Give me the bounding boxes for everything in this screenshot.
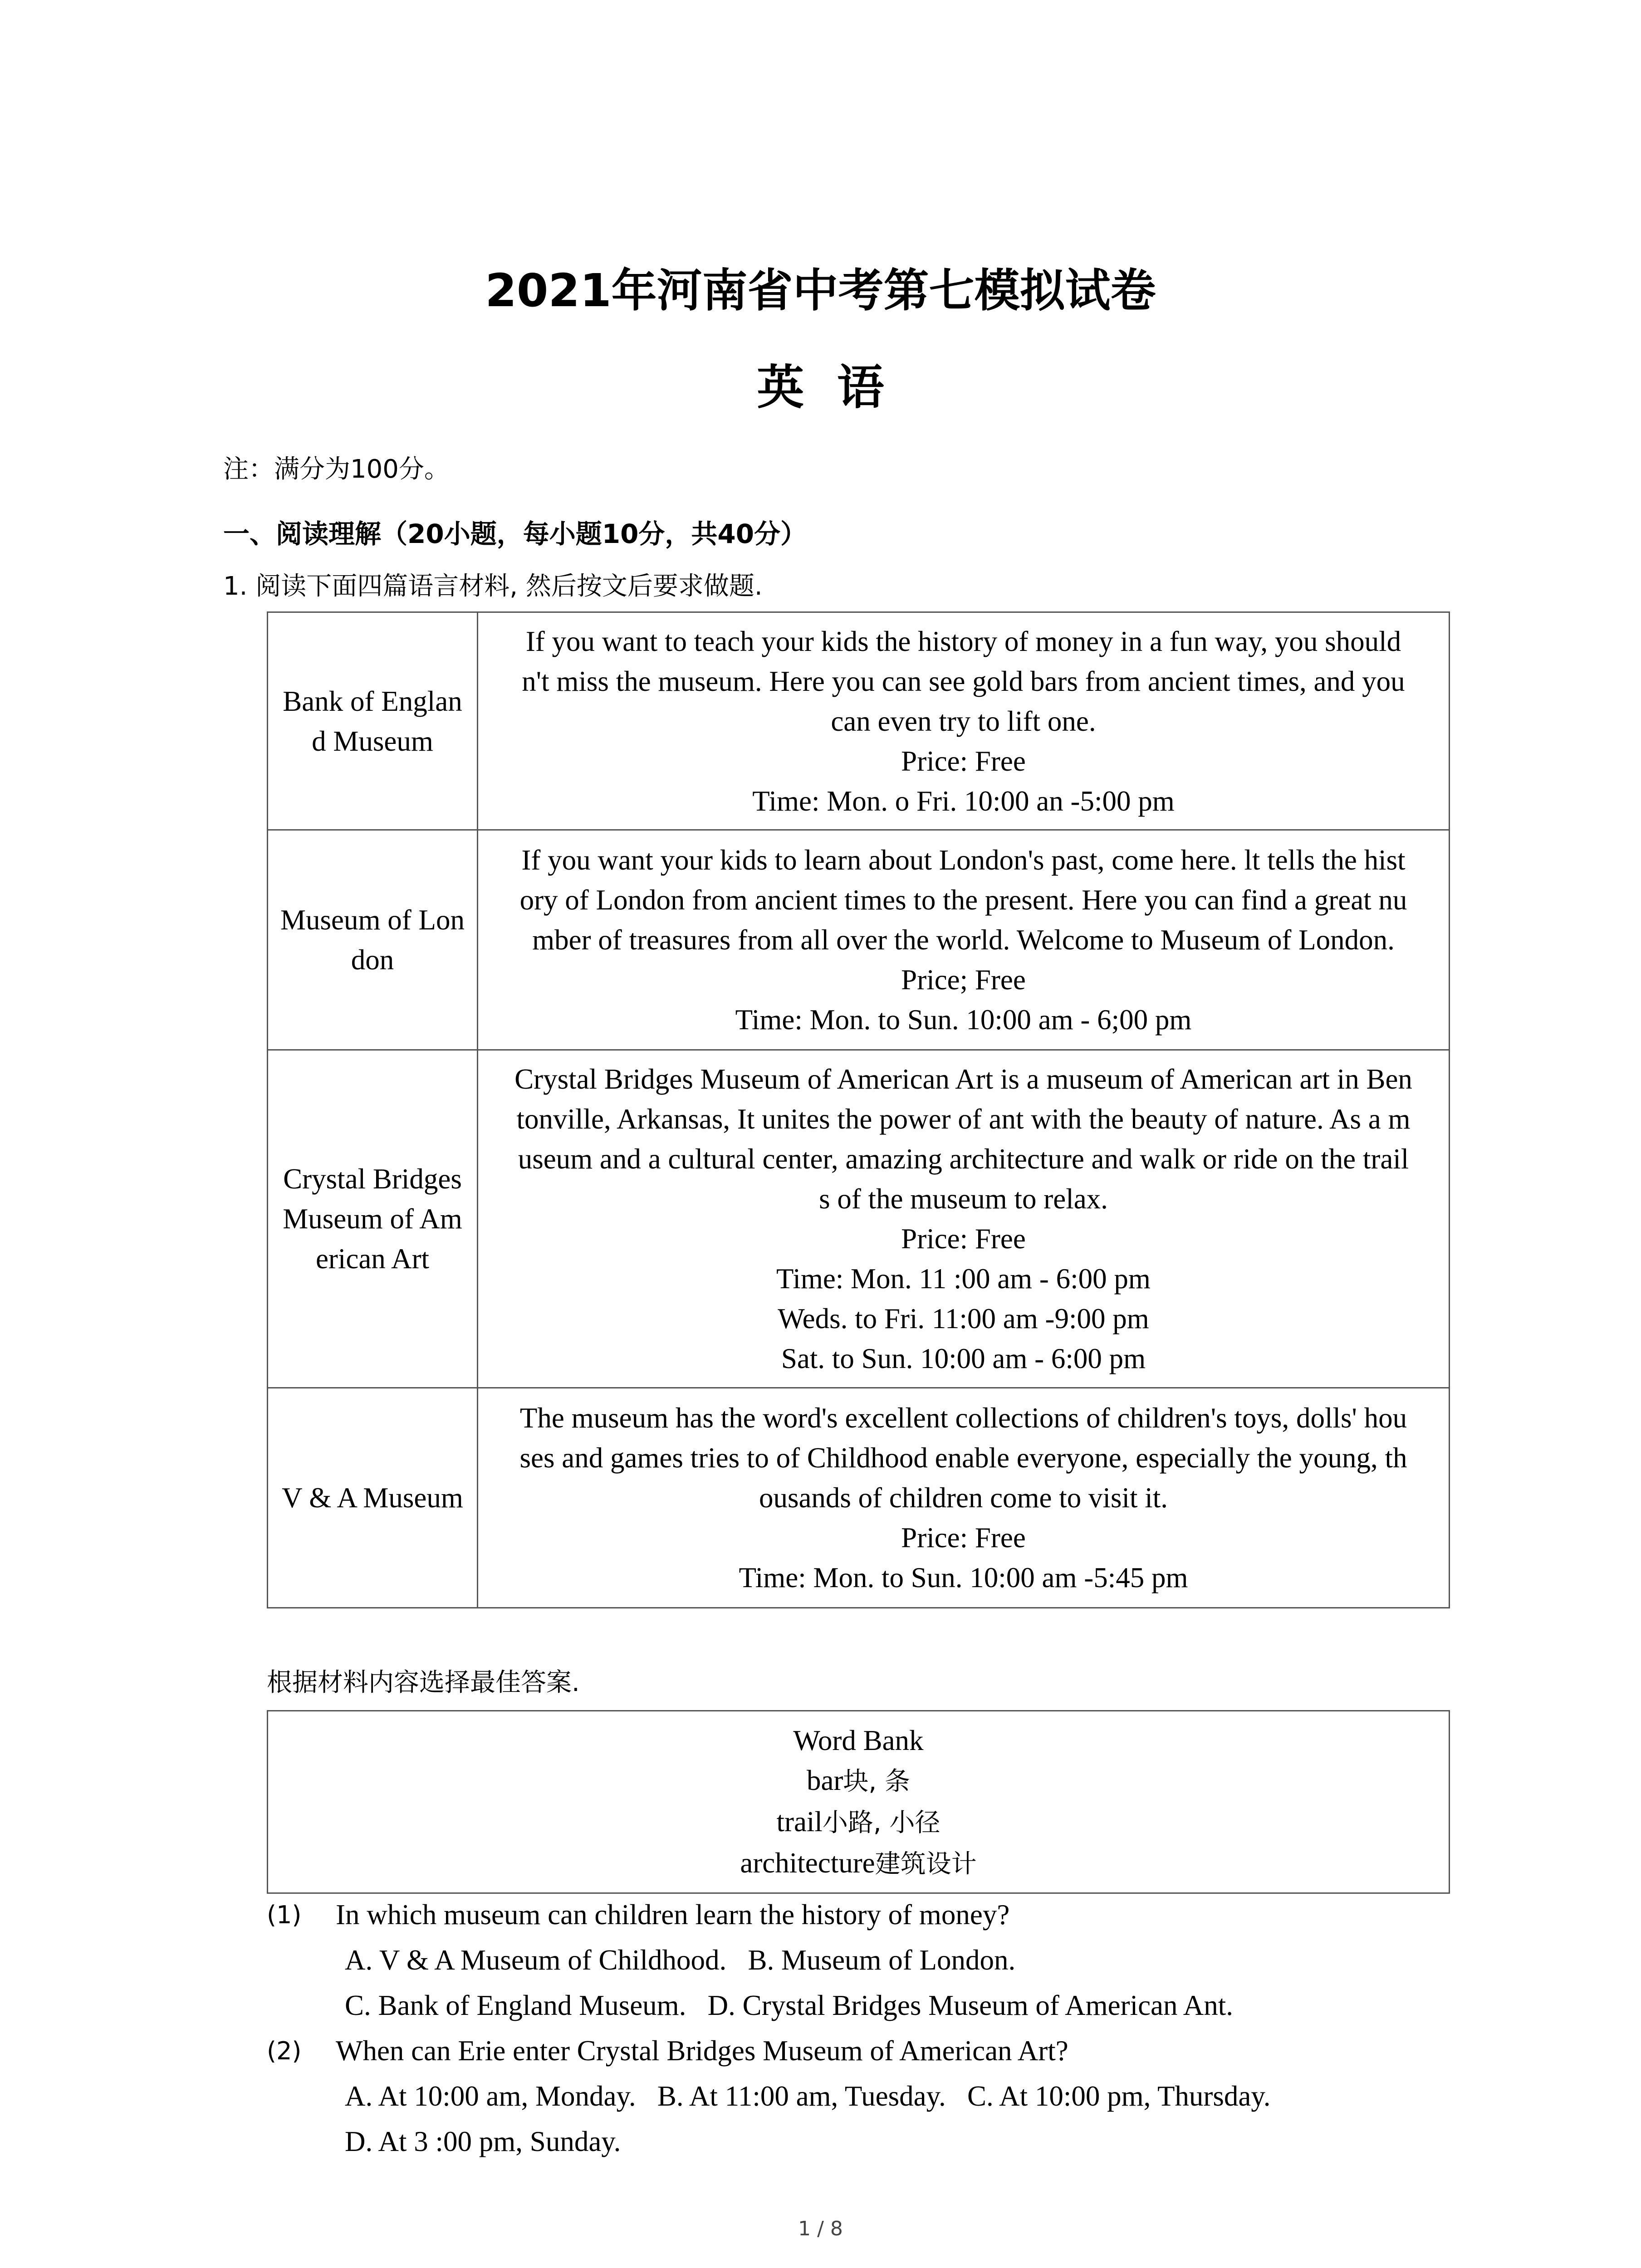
question-text: In which museum can children learn the history of money? <box>336 1899 1010 1931</box>
question-number: (2) <box>267 2037 302 2065</box>
section-heading: 一、阅读理解（20小题，每小题10分，共40分） <box>223 518 807 549</box>
word-bank-title: Word Bank <box>793 1725 924 1756</box>
time-line: Weds. to Fri. 11:00 am -9:00 pm <box>778 1303 1149 1334</box>
price-line: Price: Free <box>901 1522 1026 1554</box>
description-line: ousands of children come to visit it. <box>759 1482 1168 1514</box>
score-note: 注：满分为100分。 <box>223 455 450 484</box>
subject-title: 英 语 <box>757 360 884 415</box>
question-options: D. At 3 :00 pm, Sunday. <box>345 2126 621 2157</box>
table-row <box>268 612 1450 830</box>
word-bank-entry: trail小路, 小径 <box>776 1806 941 1838</box>
word-bank-entry: architecture建筑设计 <box>740 1847 977 1879</box>
question-options: C. Bank of England Museum. D. Crystal Bridges Museum of American Ant. <box>345 1989 1234 2021</box>
description-line: can even try to lift one. <box>831 705 1096 737</box>
reading-instruction: 1. 阅读下面四篇语言材料, 然后按文后要求做题. <box>223 572 763 601</box>
time-line: Time: Mon. to Sun. 10:00 am -5:45 pm <box>739 1562 1188 1593</box>
price-line: Price: Free <box>901 745 1026 777</box>
museum-name: Crystal Bridges Museum of American Art <box>268 1050 478 1388</box>
description-line: useum and a cultural center, amazing architecture and walk or ride on the trail <box>518 1143 1409 1175</box>
time-line: Time: Mon. o Fri. 10:00 an -5:00 pm <box>752 785 1175 817</box>
description-line: The museum has the word's excellent collections of children's toys, dolls' hou <box>519 1402 1407 1434</box>
exam-title: 2021年河南省中考第七模拟试卷 <box>485 264 1156 317</box>
table-row <box>268 830 1450 1050</box>
museum-description <box>478 1050 1450 1388</box>
description-line: mber of treasures from all over the world. Welcome to Museum of London. <box>532 924 1395 956</box>
description-line: Crystal Bridges Museum of American Art is a museum of American art in Ben <box>514 1063 1412 1095</box>
word-bank-entry: bar块, 条 <box>806 1765 911 1796</box>
museum-name: Bank of England Museum <box>268 612 478 830</box>
description-line: n't miss the museum. Here you can see gold bars from ancient times, and you <box>522 665 1405 697</box>
table-row <box>268 1388 1450 1608</box>
museum-description <box>478 612 1450 830</box>
description-line: s of the museum to relax. <box>819 1183 1108 1215</box>
description-line: tonville, Arkansas, It unites the power of ant with the beauty of nature. As a m <box>516 1103 1411 1135</box>
table-row <box>268 1050 1450 1388</box>
museum-description <box>478 1388 1450 1608</box>
museum-table <box>267 611 1450 1608</box>
page-number: 1 / 8 <box>798 2217 843 2240</box>
price-line: Price; Free <box>901 964 1026 996</box>
time-line: Time: Mon. to Sun. 10:00 am - 6;00 pm <box>735 1004 1192 1036</box>
time-line: Sat. to Sun. 10:00 am - 6:00 pm <box>781 1343 1146 1374</box>
museum-name: Museum of London <box>268 830 478 1050</box>
question-number: (1) <box>267 1901 302 1929</box>
question-options: A. V & A Museum of Childhood. B. Museum of London. <box>345 1944 1016 1976</box>
price-line: Price: Free <box>901 1223 1026 1255</box>
question-options: A. At 10:00 am, Monday. B. At 11:00 am, Tuesday. C. At 10:00 pm, Thursday. <box>345 2080 1271 2112</box>
museum-name: V & A Museum <box>268 1388 478 1608</box>
word-bank-box <box>267 1710 1450 1894</box>
question-text: When can Erie enter Crystal Bridges Museum of American Art? <box>336 2035 1068 2067</box>
question-prompt: 根据材料内容选择最佳答案. <box>267 1668 580 1697</box>
description-line: If you want to teach your kids the history of money in a fun way, you should <box>525 625 1401 657</box>
description-line: If you want your kids to learn about London's past, come here. lt tells the hist <box>521 844 1406 876</box>
description-line: ses and games tries to of Childhood enable everyone, especially the young, th <box>519 1442 1407 1474</box>
museum-description <box>478 830 1450 1050</box>
description-line: ory of London from ancient times to the present. Here you can find a great nu <box>519 884 1407 916</box>
time-line: Time: Mon. 11 :00 am - 6:00 pm <box>776 1263 1151 1295</box>
